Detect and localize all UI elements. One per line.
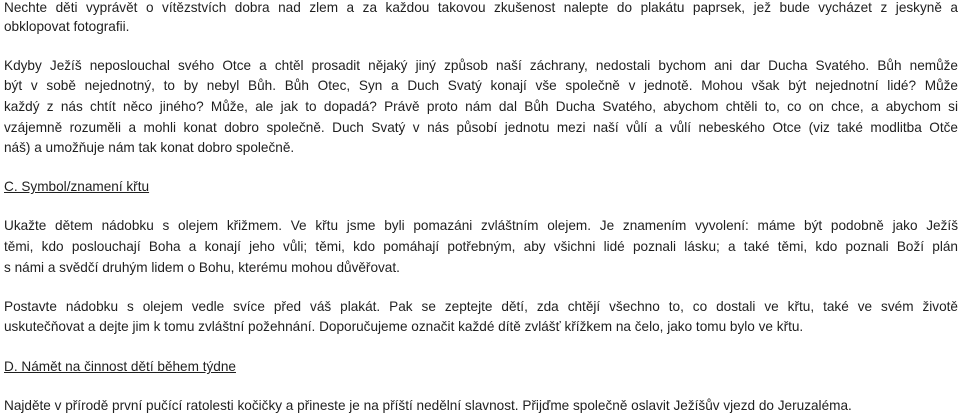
paragraph-line: obklopovat fotografii. bbox=[4, 19, 130, 34]
section-heading: D. Námět na činnost dětí během týdne bbox=[4, 359, 236, 374]
paragraph-line: s námi a svědčí druhým lidem o Bohu, kterému mohou důvěřovat. bbox=[4, 260, 400, 275]
paragraph-line: náš) a umožňuje nám tak konat dobro společně. bbox=[4, 140, 295, 155]
section-heading: C. Symbol/znamení křtu bbox=[4, 179, 150, 194]
paragraph-line: Kdyby Ježíš neposlouchal svého Otce a chtěl prosadit nějaký jiný způsob naší záchrany, nedostali bychom ani dar Ducha Svatého. Bůh nemůže bbox=[4, 58, 958, 73]
paragraph-line: uskutečňovat a dejte jim k tomu zvláštní požehnání. Doporučujeme označit každé dítě zvlášť křížkem na čelo, jako tomu bylo ve křtu. bbox=[4, 319, 804, 334]
paragraph-line: Nechte děti vyprávět o vítězstvích dobra nad zlem a za každou takovou zkušenost nalepte do plakátu paprsek, jež bude vycházet z jeskyně a bbox=[4, 0, 958, 15]
paragraph-line: těmi, kdo poslouchají Boha a konají jeho vůli; těmi, kdo pomáhají potřebným, aby všichni lidé poznali lásku; a také těmi, kdo poznali Boží plán bbox=[4, 239, 958, 254]
paragraph-line: Najděte v přírodě první pučící ratolesti kočičky a přineste je na příští nedělní slavnost. Přijďme společně oslavit Ježíšův vjezd do Jeruzaléma. bbox=[4, 398, 852, 413]
paragraph-line: vzájemně rozuměli a mohli konat dobro společně. Duch Svatý v nás působí jednotu mezi naší vůlí a vůlí nebeského Otce (viz také modlitba Otče bbox=[4, 120, 958, 135]
paragraph-line: být v sobě nejednotný, to by nebyl Bůh. Bůh Otec, Syn a Duch Svatý konají vše společně v jednotě. Mohou však být nejednotní lidé? Může bbox=[4, 78, 958, 93]
paragraph-line: Ukažte dětem nádobku s olejem křižmem. Ve křtu jsme byli pomazáni zvláštním olejem. Je znamením vyvolení: máme být podobně jako Ježíš bbox=[4, 218, 958, 233]
paragraph-line: Postavte nádobku s olejem vedle svíce před váš plakát. Pak se zeptejte dětí, zda chtějí všechno to, co dostali ve křtu, také ve svém životě bbox=[4, 299, 958, 314]
paragraph-line: každý z nás chtít něco jiného? Může, ale jak to dopadá? Právě proto nám dal Bůh Ducha Svatého, abychom chtěli to, co on chce, a abychom si bbox=[4, 99, 958, 114]
